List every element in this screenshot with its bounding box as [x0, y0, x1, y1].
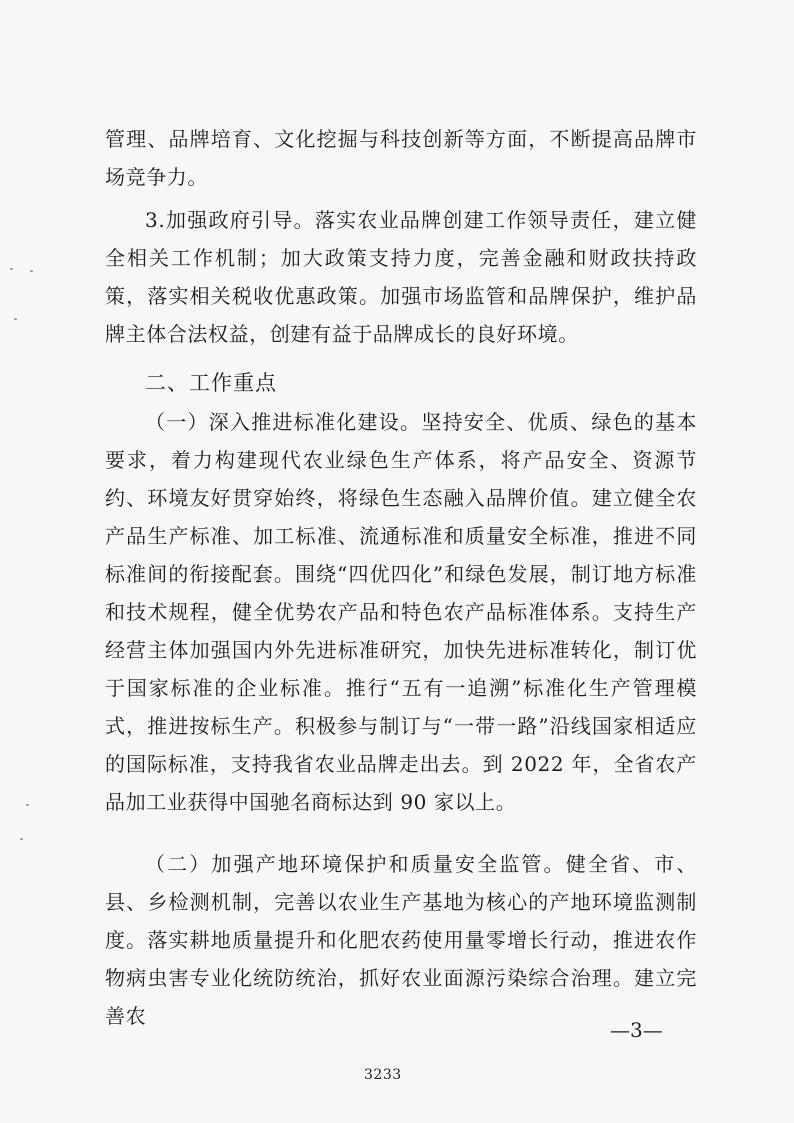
paragraph-body: 坚持安全、优质、绿色的基本要求，着力构建现代农业绿色生产体系，将产品安全、资源节约、环境友好贯穿始终，将绿色生态融入品牌价值。建立健全农产品生产标准、加工标准、流通标准和质量安全标准，推进不同标准间的衔接配套。围绕“四优四化”和绿色发展，制订地方标准和技术规程，健全优势农产品和特色农产品标准体系。支持生产经营主体加强国内外先进标准研究，加快先进标准转化，制订优于国家标准的企业标准。推行“五有一追溯”标准化生产管理模式，推进按标生产。积极参与制订与“一带一路”沿线国家相适应的国际标准，支持我省农业品牌走出去。到 2022 年，全省农产品加工业获得中国驰名商标达到 90 家以上。: [105, 410, 697, 814]
scan-speck: [14, 318, 17, 320]
scan-speck: [20, 838, 23, 840]
archive-number: 3233: [364, 1067, 402, 1083]
section-heading: 二、工作重点: [145, 371, 277, 395]
scan-speck: [26, 804, 29, 806]
paragraph-lead: （二）加强产地环境保护和质量安全监管。: [145, 852, 566, 876]
scan-speck: [10, 268, 13, 270]
paragraph-continuation: 管理、品牌培育、文化挖掘与科技创新等方面，不断提高品牌市场竞争力。: [105, 127, 697, 189]
paragraph-environment-protection: [105, 845, 697, 1035]
paragraph-lead: （一）深入推进标准化建设。: [145, 410, 422, 434]
scan-speck: [30, 270, 33, 272]
page-number: —3—: [610, 1018, 663, 1042]
paragraph-standardization: [105, 403, 697, 821]
paragraph-government-guidance: 3.加强政府引导。落实农业品牌创建工作领导责任，建立健全相关工作机制；加大政策支持力度，完善金融和财政扶持政策，落实相关税收优惠政策。加强市场监管和品牌保护，维护品牌主体合法权益，创建有益于品牌成长的良好环境。: [105, 208, 697, 346]
paragraph-body: 健全省、市、县、乡检测机制，完善以农业生产基地为核心的产地环境监测制度。落实耕地质量提升和化肥农药使用量零增长行动，推进农作物病虫害专业化统防统治，抓好农业面源污染综合治理。建立完善农: [105, 852, 697, 1028]
